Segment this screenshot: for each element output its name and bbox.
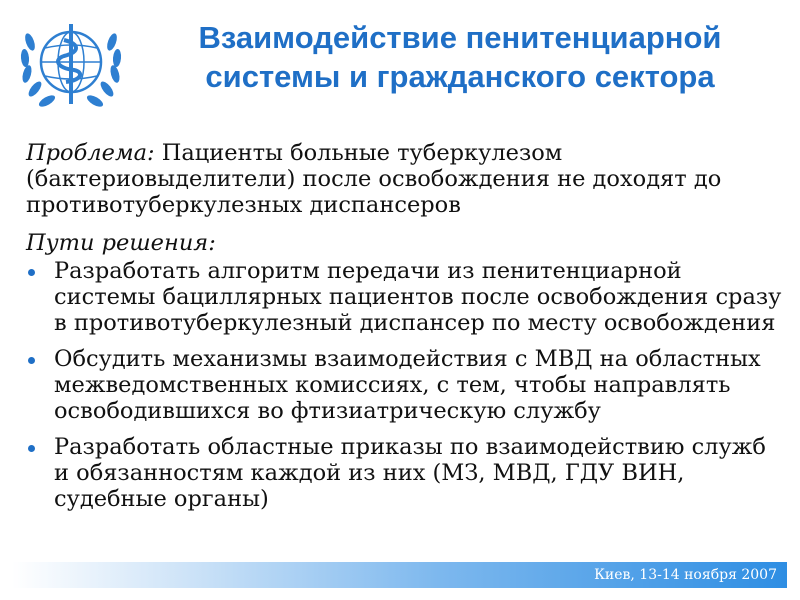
- slide-title: [140, 18, 780, 96]
- bullet-icon: [28, 269, 35, 276]
- who-emblem-icon: [14, 12, 128, 120]
- list-item-text: Разработать областные приказы по взаимодействию служб и обязанностям каждой из них (МЗ, МВД, ГДУ ВИН, судебные органы): [54, 434, 766, 512]
- list-item: [26, 434, 786, 512]
- problem-paragraph: [26, 140, 786, 218]
- solutions-list: [26, 258, 786, 512]
- footer-bar: [12, 562, 787, 588]
- footer-text: Киев, 13-14 ноября 2007: [594, 567, 777, 583]
- list-item: [26, 346, 786, 424]
- bullet-icon: [28, 445, 35, 452]
- bullet-icon: [28, 357, 35, 364]
- problem-label: Проблема:: [26, 140, 155, 166]
- solutions-label: Пути решения:: [26, 230, 216, 256]
- list-item-text: Обсудить механизмы взаимодействия с МВД на областных межведомственных комиссиях, с тем, чтобы направлять освободившихся во фтизиатрическую службу: [54, 346, 761, 424]
- slide-title-line-2: системы и гражданского сектора: [205, 59, 715, 94]
- slide-body: [26, 140, 786, 522]
- problem-text: Пациенты больные туберкулезом (бактериовыделители) после освобождения не доходят до противотуберкулезных диспансеров: [26, 140, 722, 218]
- list-item-text: Разработать алгоритм передачи из пенитенциарной системы бациллярных пациентов после освобождения сразу в противотуберкулезный диспансер по месту освобождения: [54, 258, 782, 336]
- list-item: [26, 258, 786, 336]
- slide-title-line-1: Взаимодействие пенитенциарной: [198, 20, 722, 55]
